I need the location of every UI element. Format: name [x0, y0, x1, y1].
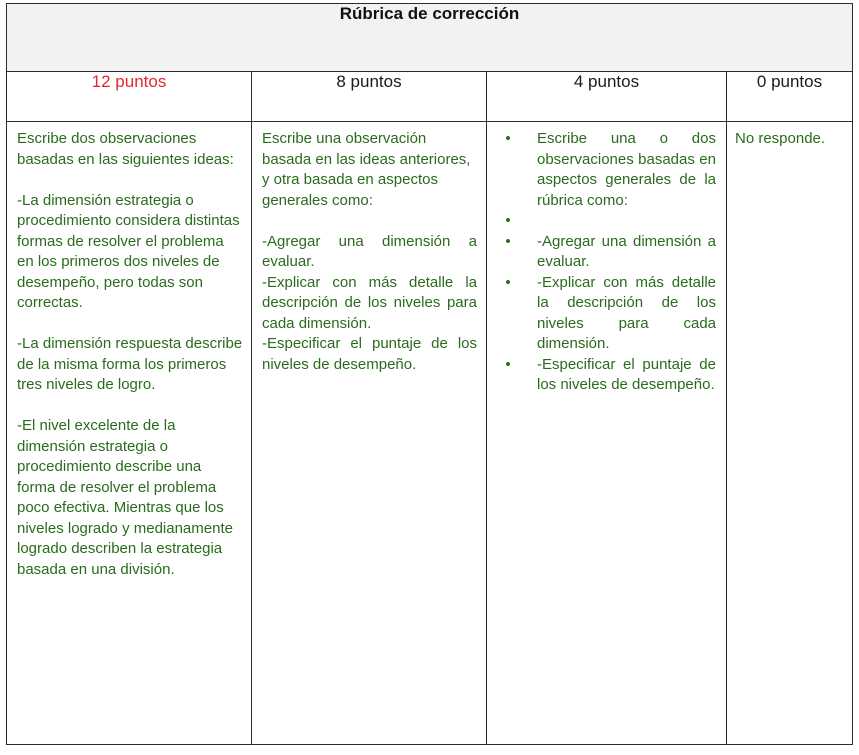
criteria-4-item-2: -Agregar una dimensión a evaluar. — [537, 232, 716, 270]
criteria-12-idea-2: -La dimensión respuesta describe de la misma forma los primeros tres niveles de logro. — [17, 335, 243, 393]
criteria-4-item-1: Escribe una o dos observaciones basadas en aspectos generales de la rúbrica como: — [537, 130, 716, 209]
criteria-4-list — [499, 129, 716, 396]
rubric-table — [6, 3, 853, 745]
criteria-4-item-3: -Explicar con más detalle la descripción de los niveles para cada dimensión. — [537, 273, 716, 352]
header-8-puntos: 8 puntos — [252, 72, 487, 122]
list-item — [499, 232, 716, 273]
criteria-8-intro: Escribe una observación basada en las ideas anteriores, y otra basada en aspectos generales como: — [262, 130, 471, 209]
list-item — [499, 129, 716, 211]
bullet-icon: • — [505, 232, 511, 250]
criteria-4-item-empty — [537, 211, 716, 232]
header-12-puntos: 12 puntos — [7, 72, 252, 122]
list-item — [499, 355, 716, 396]
rubric-title: Rúbrica de corrección — [7, 4, 853, 72]
bullet-icon: • — [505, 355, 511, 373]
criteria-8-item-3: -Especificar el puntaje de los niveles de desempeño. — [262, 335, 477, 373]
bullet-icon: • — [505, 130, 511, 147]
bullet-icon: • — [505, 212, 511, 229]
criteria-12-idea-1: -La dimensión estrategia o procedimiento considera distintas formas de resolver el problema en los primeros dos niveles de desempeño, pero todas son correctas. — [17, 191, 240, 311]
header-4-puntos: 4 puntos — [487, 72, 727, 122]
list-item — [499, 211, 716, 232]
header-0-puntos: 0 puntos — [727, 72, 853, 122]
cell-8-puntos — [252, 122, 487, 745]
list-item — [499, 273, 716, 355]
cell-4-puntos — [487, 122, 727, 745]
criteria-8-item-2: -Explicar con más detalle la descripción de los niveles para cada dimensión. — [262, 273, 477, 332]
criteria-4-item-4: -Especificar el puntaje de los niveles de desempeño. — [537, 355, 716, 393]
bullet-icon: • — [505, 273, 511, 291]
criteria-8-item-1: -Agregar una dimensión a evaluar. — [262, 232, 477, 270]
cell-12-puntos — [7, 122, 252, 745]
criteria-12-idea-3: -El nivel excelente de la dimensión estrategia o procedimiento describe una forma de resolver el problema poco efectiva. Mientras que los niveles logrado y medianamente logrado describen la estrategia basada en una división. — [17, 417, 233, 578]
criteria-0-text: No responde. — [735, 130, 826, 147]
criteria-12-intro: Escribe dos observaciones basadas en las siguientes ideas: — [17, 130, 234, 168]
cell-0-puntos — [727, 122, 853, 745]
